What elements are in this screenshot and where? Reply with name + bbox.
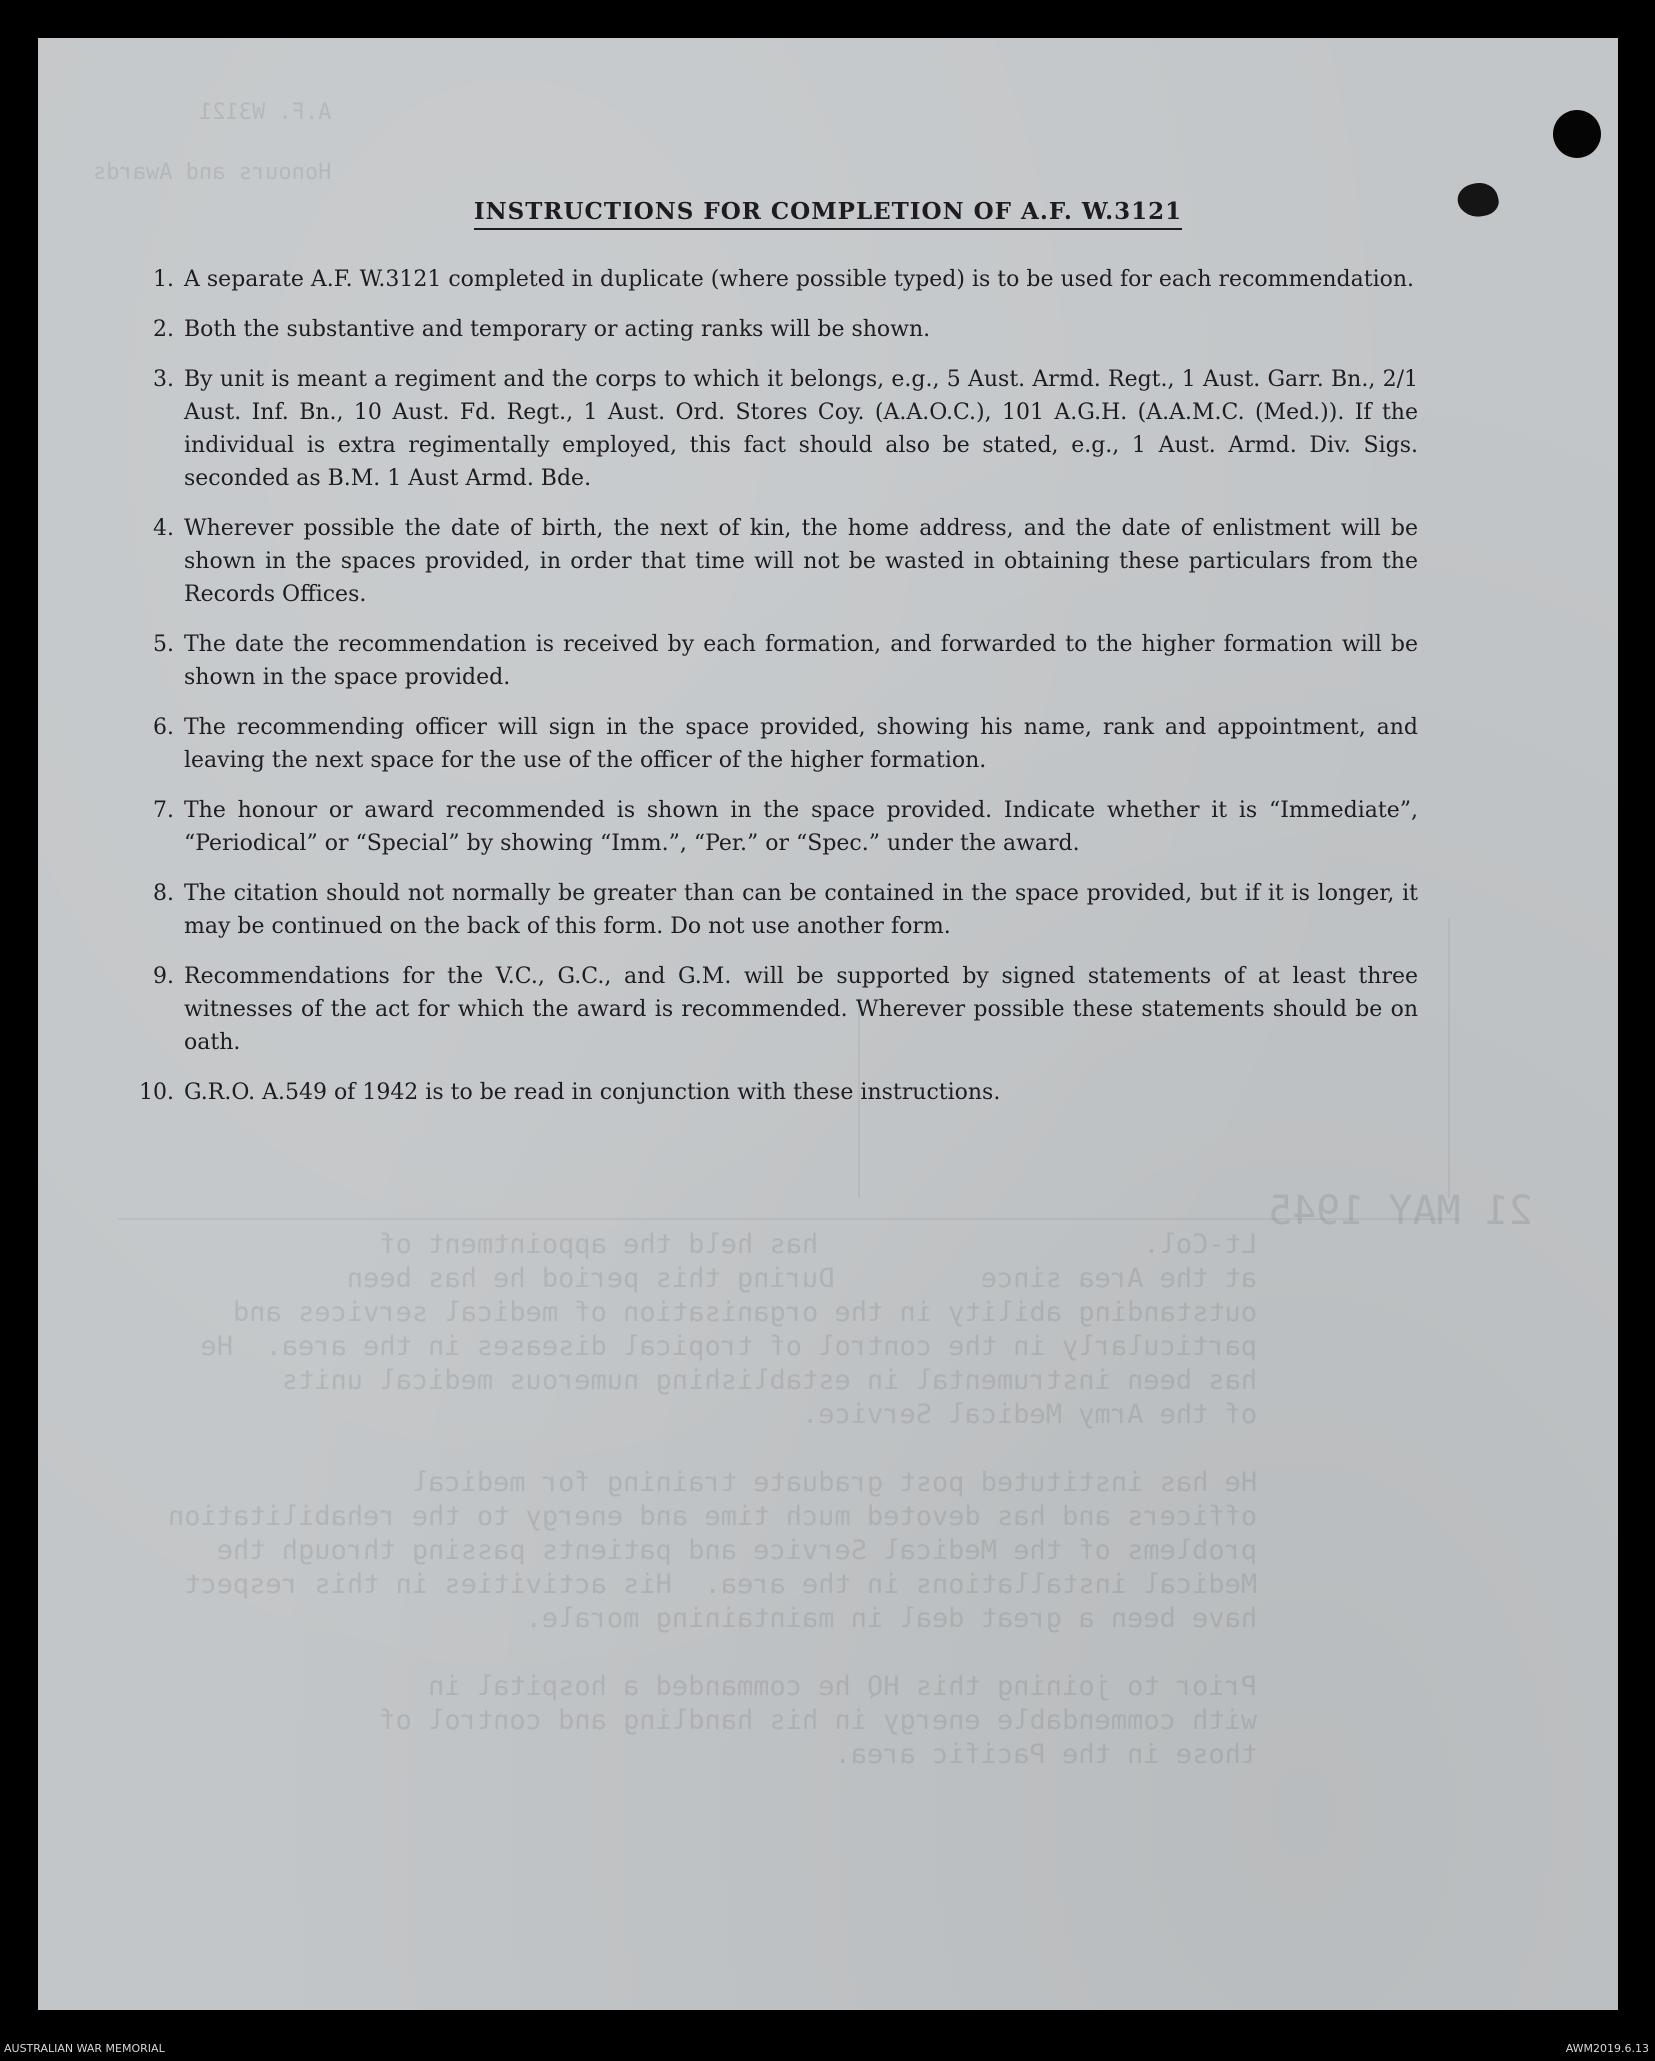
show-through-rule: [118, 1218, 1458, 1220]
instruction-number: 1.: [153, 267, 174, 292]
show-through-date-stamp: 21 MAY 1945: [1268, 1188, 1533, 1234]
instruction-text: G.R.O. A.549 of 1942 is to be read in conjunction with these instructions.: [184, 1080, 1001, 1105]
instruction-item: [128, 1076, 1418, 1109]
instruction-text: The recommending officer will sign in the space provided, showing his name, rank and appointment, and leaving the next space for the use of the officer of the higher formation.: [184, 715, 1418, 773]
instruction-item: [128, 794, 1418, 860]
instruction-text: By unit is meant a regiment and the corps to which it belongs, e.g., 5 Aust. Armd. Regt., 1 Aust. Garr. Bn., 2/1 Aust. Inf. Bn., 10 Aust. Fd. Regt., 1 Aust. Ord. Stores Coy. (A.A.O.C.), 101 A.G.H. (A.A.M.C. (Med.)). If the individual is extra regimentally employed, this fact should also be stated, e.g., 1 Aust. Armd. Div. Sigs. seconded as B.M. 1 Aust Armd. Bde.: [184, 367, 1418, 491]
instruction-item: [128, 363, 1418, 495]
document-title: [38, 198, 1618, 230]
instruction-item: [128, 628, 1418, 694]
archive-reference: AWM2019.6.13: [1565, 2042, 1649, 2055]
instruction-number: 2.: [153, 317, 174, 342]
title-text: INSTRUCTIONS FOR COMPLETION OF A.F. W.3121: [474, 198, 1182, 230]
instruction-item: [128, 512, 1418, 611]
instruction-number: 8.: [153, 881, 174, 906]
instruction-text: The date the recommendation is received by each formation, and forwarded to the higher formation will be shown in the space provided.: [184, 632, 1418, 690]
instruction-text: The citation should not normally be greater than can be contained in the space provided, but if it is longer, it may be continued on the back of this form. Do not use another form.: [184, 881, 1418, 939]
instruction-item: [128, 263, 1418, 296]
instruction-number: 9.: [153, 964, 174, 989]
instruction-item: [128, 711, 1418, 777]
instructions-list: [128, 263, 1418, 1126]
document-sheet: [38, 38, 1618, 2010]
instruction-number: 3.: [153, 367, 174, 392]
show-through-form-header: A.F. W3121 Honours and Awards: [93, 100, 332, 185]
punch-hole: [1553, 110, 1601, 158]
instruction-number: 5.: [153, 632, 174, 657]
instruction-text: Recommendations for the V.C., G.C., and G.M. will be supported by signed statements of at least three witnesses of the act for which the award is recommended. Wherever possible these statements should be on oath.: [184, 964, 1418, 1055]
instruction-item: [128, 960, 1418, 1059]
instruction-number: 10.: [139, 1080, 174, 1105]
instruction-number: 6.: [153, 715, 174, 740]
instruction-text: The honour or award recommended is shown in the space provided. Indicate whether it is “Immediate”, “Periodical” or “Special” by showing “Imm.”, “Per.” or “Spec.” under the award.: [184, 798, 1418, 856]
instruction-text: Wherever possible the date of birth, the next of kin, the home address, and the date of enlistment will be shown in the spaces provided, in order that time will not be wasted in obtaining these particulars from the Records Offices.: [184, 516, 1418, 607]
show-through-column-rule: [1448, 918, 1450, 1198]
instruction-item: [128, 313, 1418, 346]
archive-credit: AUSTRALIAN WAR MEMORIAL: [4, 2042, 165, 2055]
instruction-text: Both the substantive and temporary or acting ranks will be shown.: [184, 317, 931, 342]
instruction-number: 7.: [153, 798, 174, 823]
instruction-item: [128, 877, 1418, 943]
instruction-number: 4.: [153, 516, 174, 541]
instruction-text: A separate A.F. W.3121 completed in duplicate (where possible typed) is to be used for each recommendation.: [184, 267, 1415, 292]
show-through-citation: Lt-Col. has held the appointment of at the Area since During this period he has been outstanding ability in the organisation of medical services and particularly in the control of tropical diseases in the area. He has been instrumental in establishing numerous medical units of the Army Medical Service. He has instituted post graduate training for medical officers and has devoted much time and energy to the rehabilitation problems of the Medical Service and patients passing through the Medical installations in the area. His activities in this respect have been a great deal in maintaining morale. Prior to joining this HQ he commanded a hospital in with commendable energy in his handling and control of those in the Pacific area.: [168, 1229, 1258, 1770]
